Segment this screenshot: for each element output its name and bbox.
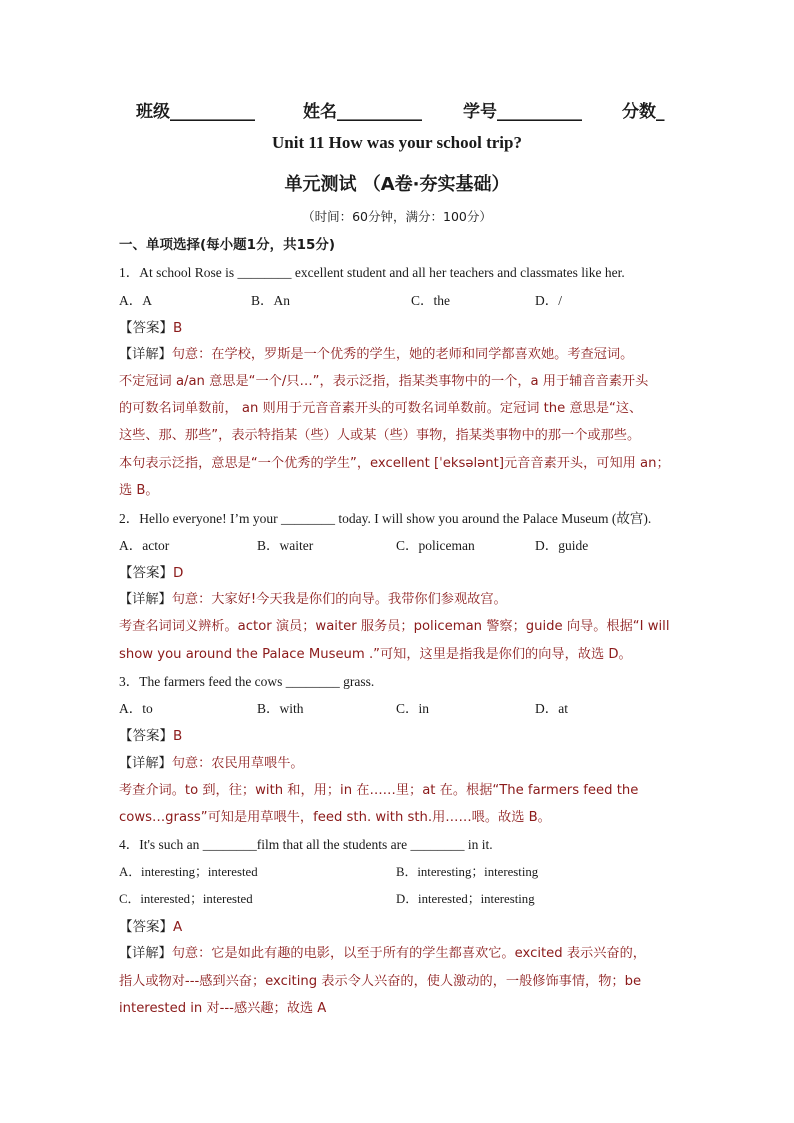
document-title: Unit 11 How was your school trip? <box>272 133 522 152</box>
option-a: A．interesting；interested <box>119 865 258 879</box>
answer-line <box>119 561 183 581</box>
option-b: B．with <box>257 701 304 716</box>
answer-text: 【答案】B <box>119 320 183 336</box>
option-b: B．waiter <box>257 538 314 553</box>
answer-text: 【答案】B <box>119 728 183 744</box>
detail-line: 的可数名词单数前， an 则用于元音音素开头的可数名词单数前。定冠词 the 意思是“这、 <box>119 401 643 416</box>
option-d: D．interested；interesting <box>396 892 535 906</box>
option-c: C．policeman <box>396 538 475 553</box>
detail-line: 不定冠词 a/an 意思是“一个/只…”，表示泛指，指某类事物中的一个，a 用于辅音音素开头 <box>119 374 649 389</box>
answer-line <box>119 915 182 935</box>
section-heading: 一、单项选择(每小题1分，共15分) <box>119 237 336 253</box>
document-subtitle: 单元测试 （A卷·夯实基础） <box>284 174 510 195</box>
detail-line: 【详解】句意：农民用草喂牛。 <box>119 756 304 771</box>
student-id-field-label: 学号__________ <box>463 102 582 122</box>
detail-line: 本句表示泛指，意思是“一个优秀的学生”，excellent [ˈeksələnt]元音音素开头，可知用 an； <box>119 456 670 471</box>
detail-line: 这些、那、那些”，表示特指某（些）人或某（些）事物，指某类事物中的那一个或那些。 <box>119 428 641 443</box>
question-stem: 2．Hello everyone! I’m your ________ today. I will show you around the Palace Museum (故宫). <box>119 511 652 526</box>
class-field-label: 班级__________ <box>136 102 255 122</box>
answer-line <box>119 316 182 336</box>
detail-line: 选 B。 <box>119 483 159 498</box>
option-a: A．A <box>119 293 152 308</box>
option-c: C．interested；interested <box>119 892 253 906</box>
option-c: C．the <box>411 293 450 308</box>
detail-line: 【详解】句意：大家好!今天我是你们的向导。我带你们参观故宫。 <box>119 592 507 607</box>
question-stem: 3．The farmers feed the cows ________ grass. <box>119 674 375 689</box>
detail-line: 考查名词词义辨析。actor 演员；waiter 服务员；policeman 警察；guide 向导。根据“I will <box>119 619 670 634</box>
option-b: B．interesting；interesting <box>396 865 539 879</box>
time-note: （时间：60分钟，满分：100分） <box>302 209 492 224</box>
detail-line: 【详解】句意：在学校，罗斯是一个优秀的学生，她的老师和同学都喜欢她。考查冠词。 <box>119 347 634 362</box>
answer-text: 【答案】D <box>119 565 184 581</box>
question-stem: 1．At school Rose is ________ excellent student and all her teachers and classmates like her. <box>119 265 625 280</box>
score-field-label: 分数_ <box>622 102 665 122</box>
detail-line: cows…grass”可知是用草喂牛，feed sth. with sth.用……喂。故选 B。 <box>119 810 551 825</box>
answer-text: 【答案】A <box>119 919 183 935</box>
option-a: A．to <box>119 701 153 716</box>
name-field-label: 姓名__________ <box>303 102 422 122</box>
detail-line: 考查介词。to 到，往；with 和，用；in 在……里；at 在。根据“The farmers feed the <box>119 783 639 798</box>
option-a: A．actor <box>119 538 170 553</box>
detail-line: 【详解】句意：它是如此有趣的电影，以至于所有的学生都喜欢它。excited 表示兴奋的， <box>119 946 646 961</box>
option-d: D．/ <box>535 293 562 308</box>
question-stem: 4．It's such an ________film that all the students are ________ in it. <box>119 837 493 852</box>
detail-line: interested in 对---感兴趣；故选 A <box>119 1001 327 1016</box>
detail-line: 指人或物对---感到兴奋；exciting 表示令人兴奋的，使人激动的，一般修饰事情，物；be <box>119 974 642 989</box>
option-b: B．An <box>251 293 291 308</box>
option-d: D．at <box>535 701 568 716</box>
option-d: D．guide <box>535 538 589 553</box>
option-c: C．in <box>396 701 430 716</box>
detail-line: show you around the Palace Museum .”可知，这里是指我是你们的向导，故选 D。 <box>119 647 632 662</box>
answer-line <box>119 724 182 744</box>
